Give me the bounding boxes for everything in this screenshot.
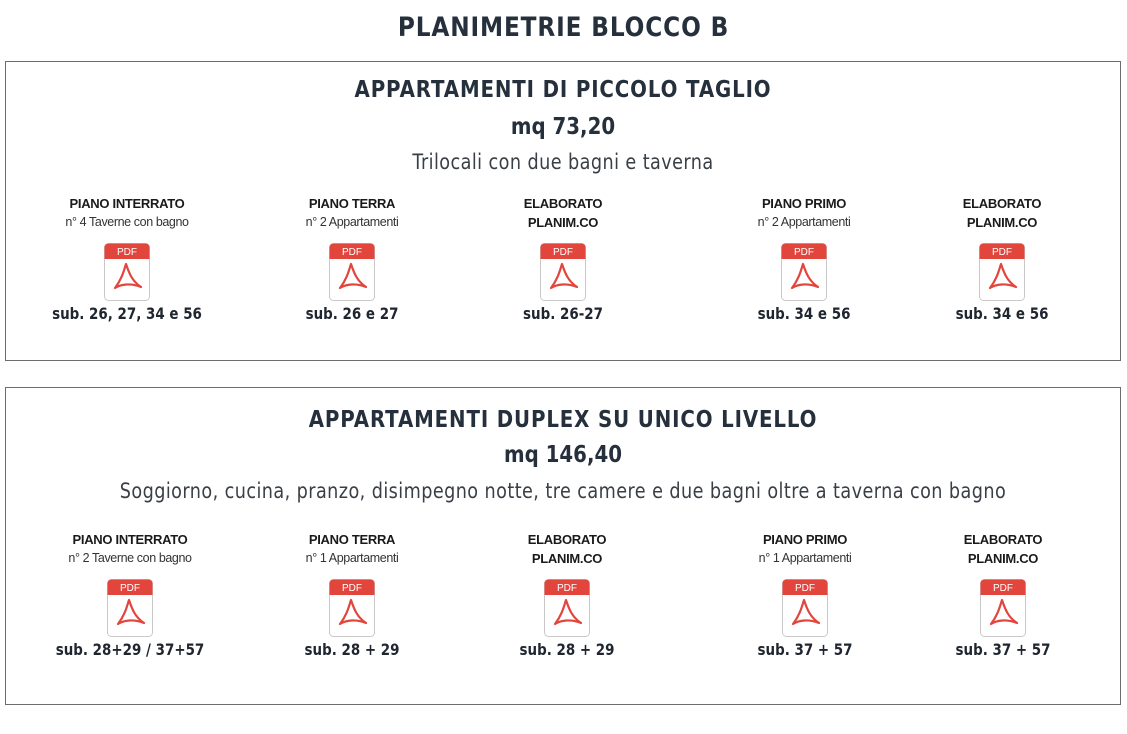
plan-item — [710, 530, 900, 659]
page-title: PLANIMETRIE BLOCCO B — [397, 12, 730, 43]
plan-item — [32, 194, 222, 323]
plan-link[interactable]: sub. 28 + 29 — [519, 640, 615, 659]
plan-heading: ELABORATO — [962, 196, 1042, 211]
pdf-icon-label: PDF — [117, 247, 137, 258]
plan-link[interactable]: sub. 34 e 56 — [757, 304, 851, 323]
section-description: Soggiorno, cucina, pranzo, disimpegno notte, tre camere e due bagni oltre a taverna con bagno — [119, 479, 1007, 503]
section-duplex — [5, 387, 1121, 705]
plan-heading: PIANO INTERRATO — [69, 196, 185, 211]
plan-link[interactable]: sub. 26, 27, 34 e 56 — [52, 304, 202, 323]
plan-subheading: n° 2 Taverne con bagno — [68, 551, 192, 565]
pdf-icon-label: PDF — [992, 247, 1012, 258]
plan-heading: PIANO PRIMO — [762, 532, 848, 547]
plan-subheading: PLANIM.CO — [967, 551, 1039, 566]
pdf-icon[interactable] — [544, 579, 590, 637]
plan-subheading: PLANIM.CO — [966, 215, 1038, 230]
plan-heading: ELABORATO — [527, 532, 607, 547]
section-area: mq 146,40 — [503, 442, 622, 468]
pdf-icon-label: PDF — [795, 583, 815, 594]
pdf-icon-label: PDF — [557, 583, 577, 594]
plan-heading: PIANO PRIMO — [761, 196, 847, 211]
pdf-icon[interactable] — [107, 579, 153, 637]
plan-subheading: PLANIM.CO — [527, 215, 599, 230]
plan-link[interactable]: sub. 26-27 — [523, 304, 603, 323]
pdf-icon[interactable] — [329, 579, 375, 637]
pdf-icon-label: PDF — [120, 583, 140, 594]
pdf-icon[interactable] — [781, 243, 827, 301]
plan-link[interactable]: sub. 26 e 27 — [305, 304, 399, 323]
plan-subheading: n° 1 Appartamenti — [305, 551, 399, 565]
plan-heading: ELABORATO — [963, 532, 1043, 547]
plan-item — [908, 530, 1098, 659]
plan-heading: PIANO TERRA — [308, 196, 396, 211]
pdf-icon[interactable] — [979, 243, 1025, 301]
plan-heading: PIANO TERRA — [308, 532, 396, 547]
pdf-icon-label: PDF — [553, 247, 573, 258]
plan-link[interactable]: sub. 37 + 57 — [757, 640, 853, 659]
section-area: mq 73,20 — [510, 114, 616, 140]
plan-heading: ELABORATO — [523, 196, 603, 211]
plan-link[interactable]: sub. 34 e 56 — [955, 304, 1049, 323]
section-title: APPARTAMENTI DI PICCOLO TAGLIO — [354, 77, 772, 103]
plan-item — [472, 530, 662, 659]
plan-item — [257, 530, 447, 659]
pdf-icon[interactable] — [782, 579, 828, 637]
plan-subheading: n° 4 Taverne con bagno — [65, 215, 189, 229]
pdf-icon-label: PDF — [993, 583, 1013, 594]
section-title: APPARTAMENTI DUPLEX SU UNICO LIVELLO — [308, 407, 818, 433]
plan-subheading: n° 1 Appartamenti — [758, 551, 852, 565]
plan-link[interactable]: sub. 37 + 57 — [955, 640, 1051, 659]
plan-item — [907, 194, 1097, 323]
plan-item — [709, 194, 899, 323]
plan-heading: PIANO INTERRATO — [72, 532, 188, 547]
plan-item — [35, 530, 225, 659]
plan-subheading: n° 2 Appartamenti — [305, 215, 399, 229]
pdf-icon-label: PDF — [342, 583, 362, 594]
plan-subheading: n° 2 Appartamenti — [757, 215, 851, 229]
section-description: Trilocali con due bagni e taverna — [412, 150, 714, 174]
pdf-icon[interactable] — [104, 243, 150, 301]
pdf-icon-label: PDF — [342, 247, 362, 258]
pdf-icon-label: PDF — [794, 247, 814, 258]
plan-subheading: PLANIM.CO — [531, 551, 603, 566]
plan-item — [468, 194, 658, 323]
plan-link[interactable]: sub. 28+29 / 37+57 — [55, 640, 205, 659]
pdf-icon[interactable] — [329, 243, 375, 301]
plan-item — [257, 194, 447, 323]
pdf-icon[interactable] — [980, 579, 1026, 637]
pdf-icon[interactable] — [540, 243, 586, 301]
section-piccolo-taglio — [5, 61, 1121, 361]
plan-link[interactable]: sub. 28 + 29 — [304, 640, 400, 659]
